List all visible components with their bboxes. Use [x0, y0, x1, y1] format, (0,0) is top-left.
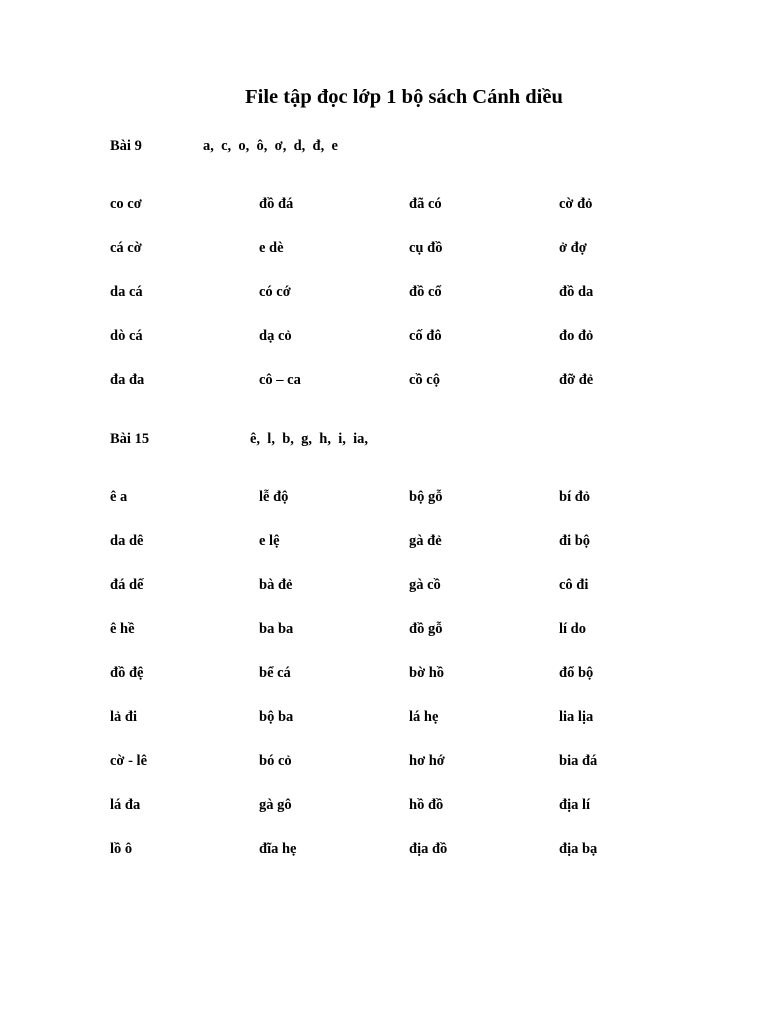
word: hơ hớ — [409, 753, 445, 769]
word: co cơ — [110, 196, 142, 212]
word: bí đỏ — [559, 489, 591, 505]
word: bó cỏ — [259, 753, 292, 769]
word: đồ đệ — [110, 665, 144, 681]
lesson-9-word-grid — [0, 194, 768, 414]
lesson-name: Bài 9 — [110, 138, 142, 154]
word: bộ ba — [259, 709, 294, 725]
word: da dê — [110, 533, 144, 549]
word: bia đá — [559, 753, 598, 769]
word: ê a — [110, 489, 128, 505]
word: lá hẹ — [409, 709, 439, 725]
word: địa lí — [559, 797, 591, 813]
word: đã có — [409, 196, 442, 212]
word: đồ gỗ — [409, 621, 443, 637]
word: bờ hồ — [409, 665, 445, 681]
word: e dè — [259, 240, 284, 256]
word-row — [0, 238, 768, 282]
word-row — [0, 707, 768, 751]
word-row — [0, 531, 768, 575]
lesson-15-word-grid — [0, 487, 768, 883]
word: đa đa — [110, 372, 145, 388]
word: hồ đồ — [409, 797, 444, 813]
word-row — [0, 751, 768, 795]
word: địa đồ — [409, 841, 448, 857]
word: có cớ — [259, 284, 291, 300]
word: đĩa hẹ — [259, 841, 297, 857]
word: cồ cộ — [409, 372, 440, 388]
word: lồ ô — [110, 841, 133, 857]
word: da cá — [110, 284, 143, 300]
word: gà cồ — [409, 577, 441, 593]
word-row — [0, 839, 768, 883]
word: đồ cổ — [409, 284, 442, 300]
word-row — [0, 370, 768, 414]
word: gà đẻ — [409, 533, 442, 549]
word: bà đẻ — [259, 577, 293, 593]
lesson-letters: a, c, o, ô, ơ, d, đ, e — [203, 138, 338, 154]
word: lễ độ — [259, 489, 289, 505]
word: gà gô — [259, 797, 292, 813]
word: dò cá — [110, 328, 143, 344]
word: đi bộ — [559, 533, 591, 549]
word-row — [0, 326, 768, 370]
word: đồ đá — [259, 196, 294, 212]
word-row — [0, 663, 768, 707]
word: lả đi — [110, 709, 137, 725]
word-row — [0, 487, 768, 531]
word: ở đợ — [559, 240, 587, 256]
word: lia lịa — [559, 709, 594, 725]
word: bể cá — [259, 665, 291, 681]
word: cụ đồ — [409, 240, 443, 256]
word: ba ba — [259, 621, 294, 637]
lesson-letters: ê, l, b, g, h, i, ia, — [250, 431, 369, 447]
word: đỡ đẻ — [559, 372, 594, 388]
word: cô đi — [559, 577, 589, 593]
word: cô – ca — [259, 372, 301, 388]
word: cờ - lê — [110, 753, 148, 769]
word: đá dế — [110, 577, 144, 593]
word: đồ da — [559, 284, 594, 300]
word-row — [0, 194, 768, 238]
word: e lệ — [259, 533, 280, 549]
word: đo đỏ — [559, 328, 594, 344]
word: đổ bộ — [559, 665, 594, 681]
lesson-15-heading — [0, 429, 768, 449]
word: ê hề — [110, 621, 135, 637]
word-row — [0, 575, 768, 619]
word-row — [0, 282, 768, 326]
word-row — [0, 795, 768, 839]
word: dạ cỏ — [259, 328, 292, 344]
lesson-9-heading — [0, 136, 768, 156]
word: địa bạ — [559, 841, 598, 857]
lesson-name: Bài 15 — [110, 431, 150, 447]
word: cá cờ — [110, 240, 142, 256]
word: cố đô — [409, 328, 442, 344]
word: bộ gỗ — [409, 489, 443, 505]
word-row — [0, 619, 768, 663]
page-title: File tập đọc lớp 1 bộ sách Cánh diều — [245, 86, 563, 108]
word: lí do — [559, 621, 586, 637]
word: cờ đỏ — [559, 196, 593, 212]
word: lá đa — [110, 797, 141, 813]
